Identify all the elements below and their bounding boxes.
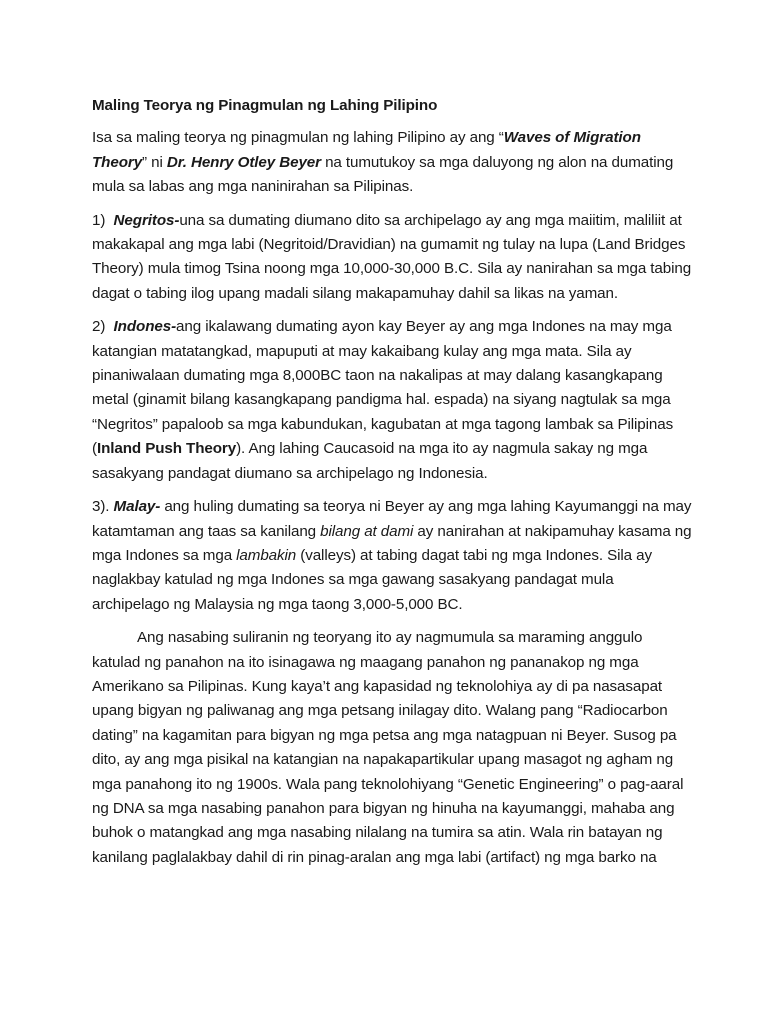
intro-text-2: ” ni <box>142 153 167 171</box>
indones-text-2: ). Ang lahing Caucasoid na mga ito ay nagmula sakay ng mga sasakyang pandagat diumano sa archipelago ng Indonesia. <box>92 440 648 482</box>
document-page <box>92 94 692 879</box>
negritos-text: una sa dumating diumano dito sa archipelago ay ang mga maiitim, maliliit at makakapal ang mga labi (Negritoid/Dravidian) na gumamit ng tulay na lupa (Land Bridges Theory) mula timog Tsina noong mga 10,000-30,000 B.C. Sila ay nanirahan sa mga tabing dagat o tabing ilog upang madali silang makapamuhay dahil sa likas na yaman. <box>92 211 692 302</box>
malay-italic-1: bilang at dami <box>320 522 414 540</box>
malay-text-2: ay nanirahan at nakipamuhay kasama ng mga Indones sa mga <box>92 522 692 564</box>
inland-push-theory: Inland Push Theory <box>96 440 237 458</box>
malay-text-1: ang huling dumating sa teorya ni Beyer ay ang mga lahing Kayumanggi na may katamtaman ang taas sa kanilang <box>92 498 692 540</box>
intro-theory-name: Waves of Migration Theory <box>92 129 641 171</box>
negritos-number: 1) <box>92 211 114 229</box>
malay-italic-2: lambakin <box>236 546 297 564</box>
indones-number: 2) <box>92 318 114 336</box>
intro-paragraph <box>92 126 692 199</box>
intro-text-3: na tumutukoy sa mga daluyong ng alon na dumating mula sa labas ang mga naninirahan sa Pilipinas. <box>92 153 674 196</box>
malay-text-3: (valleys) at tabing dagat tabi ng mga Indones. Sila ay naglakbay katulad ng mga Indones sa mga gawang sasakyang pandagat mula archipelago ng Malaysia ng mga taong 3,000-5,000 BC. <box>92 546 652 613</box>
malay-term: Malay- <box>113 498 161 516</box>
document-title: Maling Teorya ng Pinagmulan ng Lahing Pilipino <box>92 97 438 114</box>
malay-number: 3). <box>92 498 114 516</box>
negritos-term: Negritos- <box>113 211 180 229</box>
malay-paragraph <box>92 495 692 617</box>
closing-paragraph: Ang nasabing suliranin ng teoryang ito ay nagmumula sa maraming anggulo katulad ng panahon na ito isinagawa ng maagang panahon ng pananakop ng mga Amerikano sa Pilipinas. Kung kaya’t ang kapasidad ng teknolohiya ay di pa nasasapat upang bigyan ng paliwanag ang mga petsang inilagay dito. Walang pang “Radiocarbon dating” na kagamitan para bigyan ng mga petsa ang mga natagpuan ni Beyer. Susog pa dito, ay ang mga pisikal na katangian na napakapartikular upang masagot ng agham ng mga panahong ito ng 1900s. Wala pang teknolohiyang “Genetic Engineering” o pag-aaral ng DNA sa mga nasabing panahon para bigyan ng hinuha na kayumanggi, mahaba ang buhok o matangkad ang mga nasabing nilalang na tumira sa atin. Wala rin batayan ng kanilang paglalakbay dahil di rin pinag-aralan ang mga labi (artifact) ng mga barko na <box>92 629 684 866</box>
negritos-paragraph <box>92 209 692 307</box>
indones-paragraph <box>92 315 692 486</box>
intro-text-1: Isa sa maling teorya ng pinagmulan ng lahing Pilipino ay ang “ <box>92 129 504 147</box>
indones-term: Indones- <box>113 318 177 336</box>
indones-text-1: ang ikalawang dumating ayon kay Beyer ay ang mga Indones na may mga katangian matatangkad, mapuputi at may kakaibang kulay ang mga mata. Sila ay pinaniwalaan dumating mga 8,000BC taon na nakalipas at may dalang kasangkapang metal (ginamit bilang kasangkapang pandigma hal. espada) na siyang nagtulak sa mga “Negritos” papaloob sa mga kabundukan, kagubatan at mga tagong lambak sa Pilipinas ( <box>92 318 674 458</box>
intro-author-name: Dr. Henry Otley Beyer <box>166 153 321 171</box>
